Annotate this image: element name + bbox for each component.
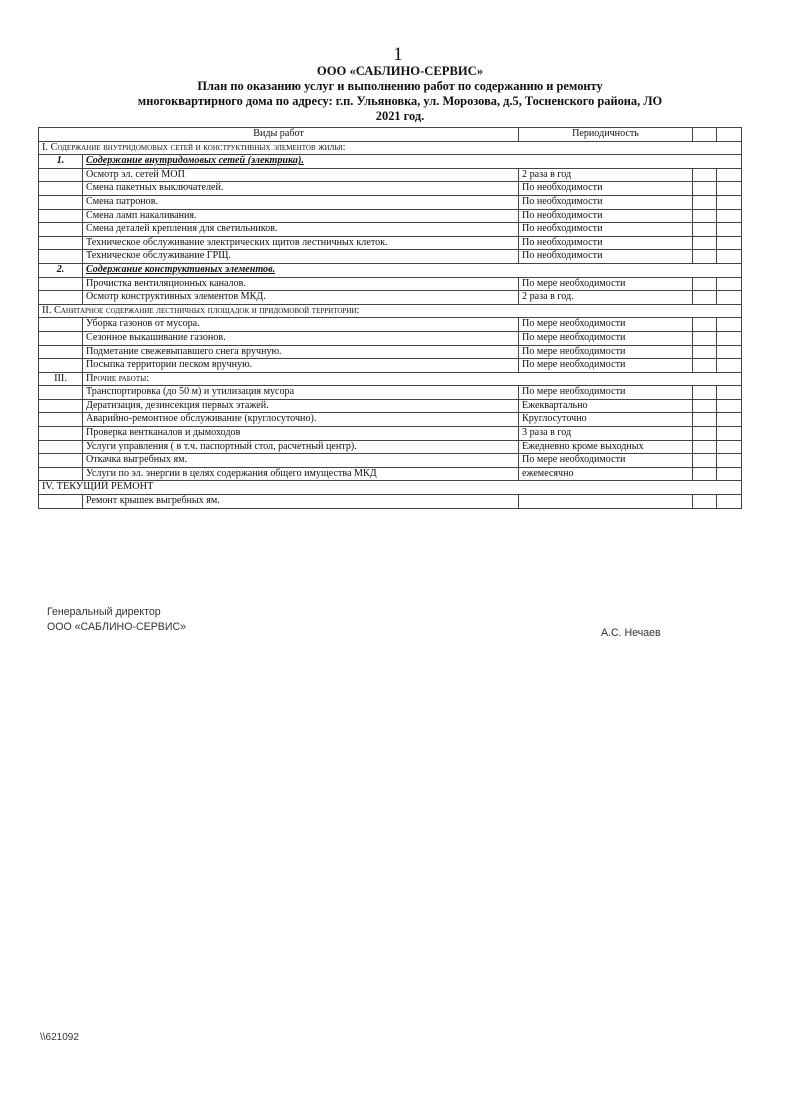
table-row [39,331,742,345]
row-number-cell [39,495,83,509]
section-number: III. [39,372,83,386]
work-cell: Осмотр эл. сетей МОП [83,168,519,182]
period-cell: По необходимости [519,209,693,223]
blank-cell [717,399,742,413]
work-cell: Подметание свежевыпавшего снега вручную. [83,345,519,359]
column-header-blank [717,128,742,142]
row-number-cell [39,223,83,237]
blank-cell [717,182,742,196]
work-cell: Смена деталей крепления для светильников. [83,223,519,237]
subsection-title-row [39,155,742,169]
period-cell: По мере необходимости [519,331,693,345]
blank-cell [717,250,742,264]
blank-cell [717,168,742,182]
section-title-row [39,481,742,495]
table-row [39,318,742,332]
work-cell: Смена патронов. [83,195,519,209]
row-number-cell [39,331,83,345]
section-title-row [39,141,742,155]
blank-cell [717,209,742,223]
column-header-blank [693,128,717,142]
company-name: ООО «САБЛИНО-СЕРВИС» [316,64,484,78]
blank-cell [717,291,742,305]
table-header-row [39,128,742,142]
work-cell: Посыпка территории песком вручную. [83,359,519,373]
row-number-cell [39,209,83,223]
period-cell: По необходимости [519,236,693,250]
table-row [39,386,742,400]
work-cell: Услуги управления ( в т.ч. паспортный стол, расчетный центр). [83,440,519,454]
column-header-period: Периодичность [519,128,693,142]
works-table-body [39,141,742,508]
period-cell: ежемесячно [519,467,693,481]
blank-cell [693,223,717,237]
blank-cell [693,209,717,223]
table-row [39,345,742,359]
period-cell: По мере необходимости [519,318,693,332]
page-number: 1 [393,44,403,65]
row-number-cell [39,277,83,291]
work-cell: Осмотр конструктивных элементов МКД. [83,291,519,305]
period-cell: По необходимости [519,182,693,196]
blank-cell [693,454,717,468]
blank-cell [693,291,717,305]
plan-title-line2: многоквартирного дома по адресу: г.п. Ульяновка, ул. Морозова, д.5, Тосненского района, ЛО [137,94,663,108]
work-cell: Услуги по эл. энергии в целях содержания общего имущества МКД [83,467,519,481]
row-number-cell [39,427,83,441]
works-table [38,127,742,509]
table-row [39,359,742,373]
column-header-works: Виды работ [39,128,519,142]
row-number-cell [39,359,83,373]
subsection-number: 2. [39,263,83,277]
blank-cell [717,467,742,481]
table-row [39,440,742,454]
plan-year: 2021 год. [375,109,425,123]
table-row [39,182,742,196]
section-title: Прочие работы: [83,372,742,386]
row-number-cell [39,195,83,209]
table-row [39,495,742,509]
work-cell: Откачка выгребных ям. [83,454,519,468]
work-cell: Сезонное выкашивание газонов. [83,331,519,345]
period-cell: Ежеквартально [519,399,693,413]
blank-cell [717,454,742,468]
work-cell: Смена ламп накаливания. [83,209,519,223]
table-row [39,223,742,237]
blank-cell [717,331,742,345]
period-cell: По мере необходимости [519,454,693,468]
blank-cell [717,236,742,250]
signer-position: Генеральный директор [47,606,161,618]
row-number-cell [39,291,83,305]
blank-cell [717,359,742,373]
blank-cell [717,386,742,400]
subsection-title-row [39,263,742,277]
section-title-row [39,304,742,318]
section-title-row [39,372,742,386]
row-number-cell [39,467,83,481]
table-row [39,236,742,250]
blank-cell [717,223,742,237]
blank-cell [693,386,717,400]
blank-cell [717,195,742,209]
table-row [39,209,742,223]
period-cell: По мере необходимости [519,359,693,373]
blank-cell [693,427,717,441]
work-cell: Уборка газонов от мусора. [83,318,519,332]
period-cell: По мере необходимости [519,345,693,359]
work-cell: Ремонт крышек выгребных ям. [83,495,519,509]
blank-cell [693,495,717,509]
subsection-number: 1. [39,155,83,169]
blank-cell [693,345,717,359]
table-row [39,291,742,305]
table-row [39,454,742,468]
blank-cell [693,182,717,196]
blank-cell [693,250,717,264]
table-row [39,427,742,441]
section-title: I. Содержание внутридомовых сетей и конструктивных элементов жилья: [39,141,742,155]
work-cell: Техническое обслуживание электрических щитов лестничных клеток. [83,236,519,250]
blank-cell [693,195,717,209]
period-cell: 2 раза в год. [519,291,693,305]
row-number-cell [39,345,83,359]
blank-cell [717,277,742,291]
row-number-cell [39,182,83,196]
period-cell: 3 раза в год [519,427,693,441]
row-number-cell [39,386,83,400]
period-cell: Круглосуточно [519,413,693,427]
table-row [39,250,742,264]
blank-cell [717,413,742,427]
blank-cell [693,318,717,332]
blank-cell [717,495,742,509]
blank-cell [717,318,742,332]
period-cell: Ежедневно кроме выходных [519,440,693,454]
period-cell: По необходимости [519,195,693,209]
work-cell: Смена пакетных выключателей. [83,182,519,196]
row-number-cell [39,440,83,454]
blank-cell [693,168,717,182]
work-cell: Дератизация, дезинсекция первых этажей. [83,399,519,413]
period-cell: 2 раза в год [519,168,693,182]
row-number-cell [39,399,83,413]
table-row [39,277,742,291]
blank-cell [693,236,717,250]
blank-cell [693,413,717,427]
plan-title-line1: План по оказанию услуг и выполнению работ по содержанию и ремонту [197,79,603,93]
work-cell: Техническое обслуживание ГРЩ. [83,250,519,264]
row-number-cell [39,413,83,427]
work-cell: Проверка вентканалов и дымоходов [83,427,519,441]
blank-cell [693,440,717,454]
table-row [39,467,742,481]
period-cell: По мере необходимости [519,386,693,400]
table-row [39,413,742,427]
blank-cell [693,331,717,345]
signature-position [47,605,186,635]
blank-cell [693,359,717,373]
document-header [40,64,760,124]
blank-cell [717,345,742,359]
blank-cell [693,277,717,291]
blank-cell [717,427,742,441]
blank-cell [693,467,717,481]
period-cell: По необходимости [519,223,693,237]
row-number-cell [39,318,83,332]
subsection-title: Содержание конструктивных элементов. [83,263,742,277]
row-number-cell [39,168,83,182]
blank-cell [717,440,742,454]
row-number-cell [39,236,83,250]
period-cell [519,495,693,509]
work-cell: Транспортировка (до 50 м) и утилизация мусора [83,386,519,400]
row-number-cell [39,454,83,468]
work-cell: Аварийно-ремонтное обслуживание (круглосуточно). [83,413,519,427]
document-code: \\621092 [40,1032,79,1043]
period-cell: По необходимости [519,250,693,264]
table-row [39,168,742,182]
table-row [39,195,742,209]
section-title: IV. ТЕКУЩИЙ РЕМОНТ [39,481,742,495]
work-cell: Прочистка вентиляционных каналов. [83,277,519,291]
blank-cell [693,399,717,413]
signer-name: А.С. Нечаев [601,627,661,639]
row-number-cell [39,250,83,264]
signer-company: ООО «САБЛИНО-СЕРВИС» [47,621,186,633]
section-title: II. Санитарное содержание лестничных площадок и придомовой территории: [39,304,742,318]
table-row [39,399,742,413]
subsection-title: Содержание внутридомовых сетей (электрика). [83,155,742,169]
period-cell: По мере необходимости [519,277,693,291]
